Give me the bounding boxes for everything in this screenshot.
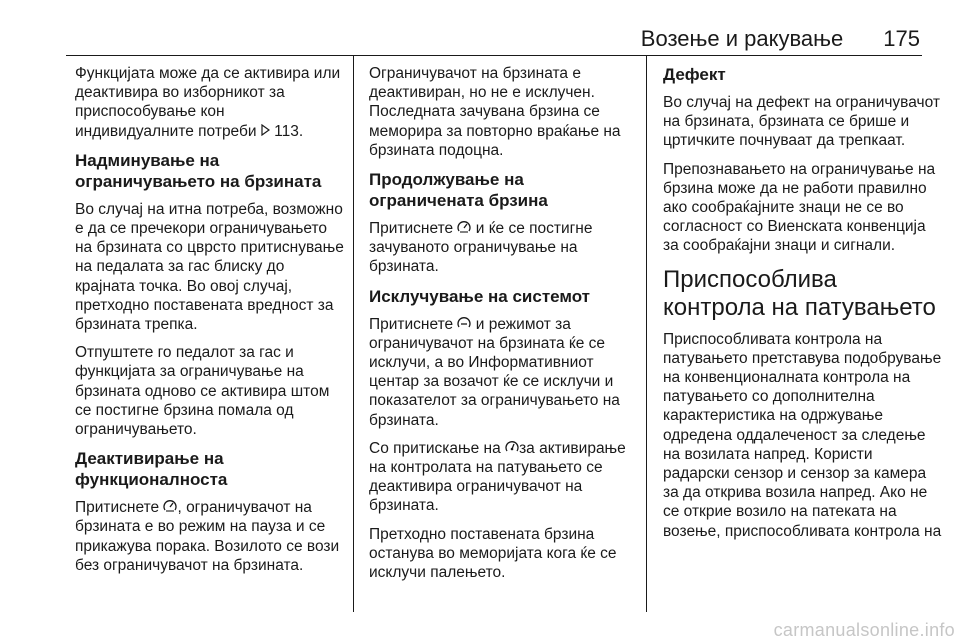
paragraph: Притиснете и режимот за ограничувачот на брзината ќе се исклучи, а во Информативниот центар за возачот ќе се исклучи и показателот за ограничувањето на брзината.	[369, 315, 620, 429]
chapter-heading: Приспособлива контрола на патувањето	[663, 265, 936, 321]
paragraph: Притиснете , ограничувачот на брзината е во режим на пауза и се прикажува порака. Возилото се вози без ограничувачот на брзината.	[75, 499, 340, 574]
speed-limiter-icon	[163, 498, 177, 517]
section-heading: Продолжување на ограничената брзина	[369, 170, 548, 211]
paragraph: Во случај на дефект на ограничувачот на брзината, брзината се брише и цртичките почнуваат да трепкаат.	[663, 94, 940, 150]
column-divider-2	[646, 56, 647, 612]
page-number: 175	[883, 26, 920, 51]
column-1	[75, 64, 347, 584]
cruise-control-icon	[505, 439, 519, 458]
column-divider-1	[353, 56, 354, 612]
set-minus-icon	[457, 315, 471, 334]
section-heading: Дефект	[663, 65, 726, 84]
header-rule	[66, 55, 922, 56]
paragraph: Претходно поставената брзина останува во меморијата кога ќе се исклучи палењето.	[369, 525, 617, 582]
paragraph: Во случај на итна потреба, возможно е да се пречекори ограничувањето на брзината со цврсто притиснување на педалата за гас блиску до крајната точка. Во овој случај, претходно поставената вредност за брзината трепка.	[75, 200, 344, 334]
paragraph: Притиснете и ќе се постигне зачуваното ограничување на брзината.	[369, 220, 593, 276]
running-title: Возење и ракување	[640, 26, 844, 51]
section-heading: Деактивирање на функционалноста	[75, 449, 228, 490]
paragraph: Приспособливата контрола на патувањето претставува подобрување на конвенционалната контрола на патувањето со дополнителна карактеристика на одржување одредена оддалеченост за следење на возилата напред. Користи радарски сензор и сензор за камера за да открива возила напред. Ако не се открие возило на патеката на возење, приспособливата контрола на	[663, 330, 942, 540]
section-heading: Исклучување на системот	[369, 286, 591, 306]
column-3	[663, 64, 943, 550]
page-ref-arrow-icon	[261, 122, 270, 141]
page-ref-link[interactable]: 113.	[274, 122, 304, 140]
column-2	[369, 64, 641, 591]
paragraph: Ограничувачот на брзината е деактивиран, но не е исклучен. Последната зачувана брзина се меморира за повторно враќање на брзината подоцна.	[369, 65, 621, 159]
paragraph: Препознавањето на ограничување на брзина може да не работи правилно ако сообраќајните знаци не се во согласност со Виенската конвенција за сообраќајни знаци и сигнали.	[663, 160, 936, 255]
speed-limiter-icon	[457, 219, 471, 238]
watermark: carmanualsonline.info	[773, 620, 955, 640]
paragraph: Функцијата може да се активира или деактивира во изборникот за приспособување кон индивидуалните потреби 113.	[75, 65, 341, 140]
page-header	[60, 18, 920, 52]
paragraph: Отпуштете го педалот за гас и функцијата за ограничување на брзината одново се активира штом се постигне брзина помала од ограничувањето.	[75, 344, 330, 439]
section-heading: Надминување на ограничувањето на брзината	[75, 150, 322, 191]
paragraph: Со притискање на за активирање на контролата на патувањето се деактивира ограничувачот на брзината.	[369, 439, 626, 515]
